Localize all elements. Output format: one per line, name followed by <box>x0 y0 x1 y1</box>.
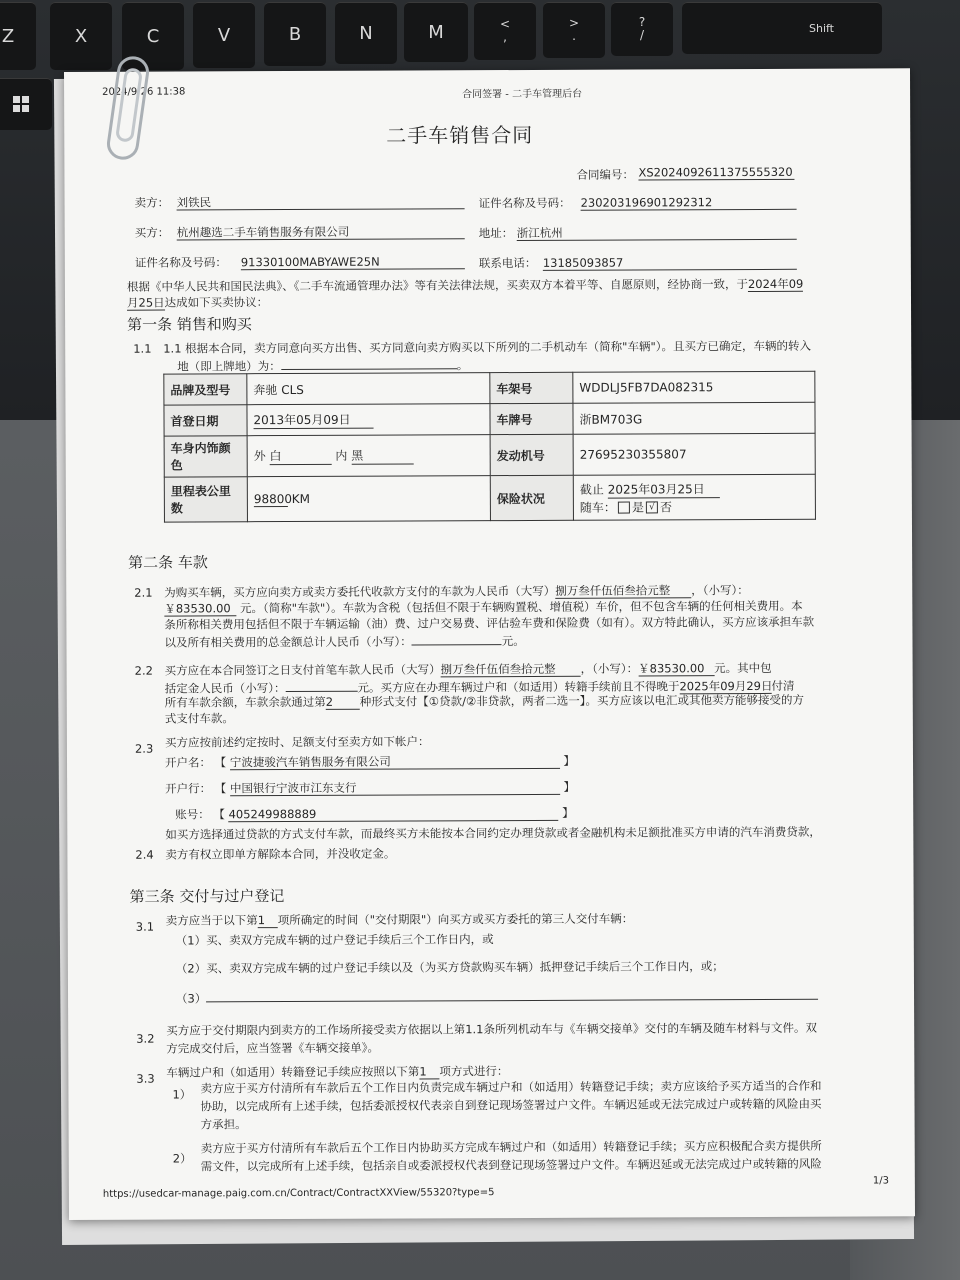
key-label: C <box>146 25 160 47</box>
price-in-figures: ￥83530.00 <box>164 601 236 616</box>
key-period[interactable] <box>543 2 605 58</box>
key-m[interactable] <box>404 2 468 62</box>
clause-number: 1.1 <box>133 341 152 356</box>
clause-text: 种形式支付【①贷款/②非贷款，两者二选一】。买方应该以电汇或其他卖方能够接受的方 <box>359 692 805 709</box>
yes-label: 是 <box>631 499 644 515</box>
reg-date-label: 首登日期 <box>164 405 247 436</box>
first-payment-in-figures: ￥83530.00 <box>638 661 714 676</box>
key-label: B <box>288 23 302 45</box>
clause-2-1-line-1 <box>164 583 749 601</box>
color-label <box>164 436 247 477</box>
clause-number: 3.1 <box>135 919 155 934</box>
vin-value: WDDLJ5FB7DA082315 <box>573 371 815 403</box>
key-label: / <box>639 28 645 42</box>
bracket: 【 <box>214 755 227 770</box>
clause-number: 2.3 <box>134 741 154 756</box>
bank-name: 中国银行宁波市江东支行 <box>230 780 560 796</box>
seller-label: 卖方： <box>134 195 170 210</box>
clause-text: 元。 <box>501 633 525 649</box>
clause-number: 2.4 <box>135 847 154 862</box>
bank-label: 开户行： <box>165 781 212 796</box>
mileage-label-line-1: 里程表公里 <box>170 484 231 499</box>
insurance-label: 保险状况 <box>490 475 573 520</box>
account-number-label: 账号： <box>175 807 210 822</box>
price-in-words: 捌万叁仟伍佰叁拾元整 <box>555 583 691 599</box>
with-car-label: 随车： <box>579 500 616 515</box>
account-number: 405249988889 <box>229 806 559 822</box>
key-v[interactable] <box>193 2 255 68</box>
phone-label: 联系电话： <box>478 255 537 271</box>
key-label: , <box>503 30 507 44</box>
key-label: Shift <box>808 21 834 35</box>
total-amount-blank <box>412 632 502 645</box>
balance-due-date: 2025年09月29日 <box>679 678 773 694</box>
transfer-option: 1 <box>419 1064 439 1079</box>
bracket: 】 <box>563 779 576 794</box>
option-label: （3） <box>176 991 207 1006</box>
clause-text: 付清 <box>771 678 795 693</box>
payment-method: 2 <box>326 695 360 710</box>
clause-text: ，（小写）： <box>691 583 749 598</box>
intro-text <box>127 277 803 295</box>
key-label: N <box>359 22 373 44</box>
plate-value: 浙BM703G <box>573 402 815 434</box>
article-3-title: 第三条 交付与过户登记 <box>129 887 285 906</box>
color-label-line-1: 车身内饰颜 <box>170 441 231 456</box>
clause-text: 车辆过户和（如适用）转籍登记手续应按照以下第 <box>166 1064 420 1080</box>
article-1-title: 第一条 销售和购买 <box>127 315 252 334</box>
clause-2-4-line-2: 卖方有权立即单方解除本合同，并没收定金。 <box>165 846 396 862</box>
transfer-place-label: 地（即上牌地）为： <box>177 359 281 374</box>
delivery-option-1: （1）买、卖双方完成车辆的过户登记手续后三个工作日内，或 <box>175 932 494 948</box>
sub-clause-1-line-1: 卖方应于买方付清所有车款后五个工作日内负责完成车辆过户和（如适用）转籍登记手续；卖方应该给予买方适当的合作和 <box>200 1078 822 1096</box>
clause-number: 2.2 <box>134 663 153 678</box>
key-label: Z <box>1 25 15 47</box>
clause-text: 卖方应当于以下第 <box>165 913 258 928</box>
account-name-row <box>165 754 575 771</box>
reg-date-text: 2013年05月09日 <box>253 411 373 430</box>
clause-2-3-line-1: 买方应按前述约定按时、足额支付至卖方如下帐户： <box>164 734 430 750</box>
key-comma[interactable] <box>474 2 536 60</box>
transfer-place-blank <box>281 356 457 370</box>
table-row <box>164 402 815 436</box>
buyer-name: 杭州趣选二手车销售服务有限公司 <box>177 224 465 240</box>
clause-text: 元。其中包 <box>714 660 772 676</box>
key-z[interactable] <box>0 2 36 70</box>
key-shift-label: > <box>568 16 580 30</box>
clause-2-1-line-4 <box>164 632 524 650</box>
intro-date-year: 2024年09 <box>747 276 804 292</box>
sub-clause-1-line-3: 方承担。 <box>200 1117 247 1132</box>
key-slash[interactable] <box>611 2 673 56</box>
engine-value: 27695230355807 <box>573 433 815 475</box>
clause-text: 为购买车辆，买方应向卖方或卖方委托代收款方支付的车款为人民币（大写） <box>164 583 556 600</box>
intro-line-1: 根据《中华人民共和国民法典》、《二手车流通管理办法》等有关法律法规，买卖双方本着平等、自愿原则，经协商一致，于 <box>126 277 748 294</box>
table-row <box>164 433 815 477</box>
deposit-blank <box>285 679 357 692</box>
print-timestamp: 2024/9/26 11:38 <box>102 86 186 98</box>
brand-label: 品牌及型号 <box>164 374 247 405</box>
intro-text-2 <box>127 295 268 311</box>
key-shift-label: ? <box>638 15 646 29</box>
key-b[interactable] <box>264 2 326 66</box>
interior-color: 黑 <box>351 446 413 464</box>
clause-text: 以及所有相关费用的总金额总计人民币（小写）： <box>164 634 412 650</box>
windows-icon <box>13 96 29 112</box>
clause-2-2-line-1 <box>165 661 772 679</box>
key-windows[interactable] <box>0 78 52 130</box>
plate-label: 车牌号 <box>490 403 573 434</box>
clause-2-1-line-2 <box>164 599 802 617</box>
clause-3-2-line-2: 方完成交付后，应当签署《车辆交接单》。 <box>166 1040 380 1056</box>
clause-number: 2.1 <box>134 585 153 600</box>
clause-text: 项方式进行： <box>439 1064 509 1079</box>
table-row <box>164 371 815 405</box>
checkbox-no[interactable]: √ <box>646 501 658 513</box>
article-2-title: 第二条 车款 <box>128 553 208 572</box>
contract-page <box>64 68 915 1220</box>
interior-label: 内 <box>335 448 348 463</box>
color-label-line-2: 色 <box>170 458 183 473</box>
account-number-row <box>175 806 574 823</box>
clause-2-2-line-4: 式支付车款。 <box>164 711 234 726</box>
checkbox-yes[interactable] <box>618 502 630 514</box>
seller-id-label: 证件名称及号码： <box>478 195 571 211</box>
clause-2-1-line-3: 条所称相关费用包括但不限于车辆运输（油）费、过户交易费、评估验车费和保险费（如有）。双方特此确认，买方应该承担车款 <box>164 614 815 632</box>
sub-clause-number: 2） <box>172 1151 192 1166</box>
clause-1-1-text-2 <box>177 356 468 373</box>
intro-date-day: 月25日 <box>126 295 165 310</box>
clause-text: 项所确定的时间（"交付期限"）向买方或买方委托的第三人交付车辆： <box>277 911 634 928</box>
clause-1-1-text: 1.1 根据本合同，卖方同意向买方出售、买方同意向卖方购买以下所列的二手机动车（简称"车辆"）。且买方已确定，车辆的转入 <box>163 338 812 356</box>
contract-number-label: 合同编号： <box>576 167 634 182</box>
account-name-label: 开户名： <box>164 755 212 770</box>
clause-2-4-line-1: 如买方选择通过贷款的方式支付车款，而最终买方未能按本合同约定办理贷款或者金融机构未足额批准买方申请的汽车消费贷款， <box>165 824 821 842</box>
clause-number: 3.3 <box>136 1071 155 1086</box>
buyer-id: 91330100MABYAWE25N <box>241 254 465 270</box>
mileage-unit: KM <box>291 491 310 506</box>
clause-text: 元。（简称"车款"）。车款为含税（包括但不限于车辆购置税、增值税）车价，但不包含车辆的任何相关费用。本 <box>239 598 803 616</box>
contract-title: 二手车销售合同 <box>386 122 534 148</box>
print-page-title: 合同签署 - 二手车管理后台 <box>462 88 583 101</box>
seller-id: 230203196901292312 <box>581 195 797 211</box>
vin-label: 车架号 <box>490 372 573 403</box>
seller-name: 刘铁民 <box>177 194 465 210</box>
insurance-until-label: 截止 <box>579 482 604 497</box>
period: 。 <box>456 358 469 373</box>
key-shift[interactable] <box>682 2 882 54</box>
reg-date-value <box>247 404 490 436</box>
first-payment-in-words: 捌万叁仟伍佰叁拾元整 <box>441 662 581 678</box>
delivery-option: 1 <box>258 913 278 928</box>
clause-text: 括定金人民币（小写）： <box>164 681 286 696</box>
key-label: . <box>572 29 576 43</box>
clause-3-1-line-1 <box>166 912 634 929</box>
bracket: 【 <box>214 781 227 796</box>
clause-text: 买方应在本合同签订之日支付首笔车款人民币（大写） <box>164 662 441 678</box>
clause-number: 3.2 <box>136 1031 155 1046</box>
sub-clause-2-line-2: 需文件，以完成所有上述手续，包括亲自或委派授权代表到登记现场签署过户文件。车辆迟延或无法完成过户或转籍的风险 <box>200 1156 822 1174</box>
bracket: 】 <box>563 753 576 768</box>
vehicle-info-table <box>163 371 816 523</box>
key-n[interactable] <box>335 2 397 64</box>
mileage-label <box>164 477 247 522</box>
color-value <box>247 435 490 477</box>
brand-value: 奔驰 CLS <box>247 373 490 405</box>
key-label: X <box>74 25 88 47</box>
address-label: 地址： <box>478 226 514 241</box>
intro-line-2: 达成如下买卖协议： <box>164 295 269 310</box>
clause-text: ，（小写）： <box>580 661 639 676</box>
buyer-phone: 13185093857 <box>543 255 797 271</box>
no-label: 否 <box>659 499 672 514</box>
buyer-label: 买方： <box>134 225 170 240</box>
bracket: 】 <box>562 805 574 820</box>
bracket: 【 <box>213 807 225 822</box>
bank-row <box>165 780 575 797</box>
buyer-id-label: 证件名称及号码： <box>134 255 227 270</box>
delivery-option-3 <box>176 987 818 1006</box>
sub-clause-1-line-2: 协助，以完成所有上述手续，包括委派授权代表亲自到登记现场签署过户文件。车辆迟延或无法完成过户或转籍的风险由买 <box>200 1096 822 1114</box>
account-name: 宁波捷骏汽车销售服务有限公司 <box>230 754 560 770</box>
insurance-value <box>573 474 815 520</box>
key-x[interactable] <box>50 2 112 70</box>
sub-clause-2-line-1: 卖方应于买方付清所有车款后五个工作日内协助买方完成车辆过户和（如适用）转籍登记手续；买方应积极配合卖方提供所 <box>200 1138 822 1156</box>
key-shift-label: < <box>499 17 511 31</box>
mileage-label-line-2: 数 <box>170 501 183 516</box>
buyer-address: 浙江杭州 <box>517 225 797 241</box>
clause-text: 所有车款余额，车款余款通过第 <box>164 694 326 710</box>
table-row <box>164 474 815 522</box>
contract-number: XS2024092611375555320 <box>638 164 793 180</box>
insurance-until-date: 2025年03月25日 <box>608 480 720 498</box>
mileage-value <box>247 476 490 522</box>
print-url: https://usedcar-manage.paig.com.cn/Contract/ContractXXView/55320?type=5 <box>102 1187 495 1200</box>
key-label: M <box>428 21 444 43</box>
sub-clause-number: 1） <box>172 1087 192 1102</box>
page-number: 1/3 <box>872 1175 889 1187</box>
option-3-blank <box>206 987 818 1003</box>
exterior-label: 外 <box>253 449 266 464</box>
clause-2-2-line-3 <box>165 693 804 711</box>
exterior-color: 白 <box>269 447 331 465</box>
engine-label: 发动机号 <box>490 434 573 475</box>
key-label: V <box>217 24 231 46</box>
mileage-number: 98800 <box>253 491 293 506</box>
clause-text: 元。买方应在办理车辆过户和（如适用）转籍手续前且不得晚于 <box>357 679 680 695</box>
clause-3-3-line-1 <box>166 1064 508 1080</box>
delivery-option-2: （2）买、卖双方完成车辆的过户登记手续以及（为买方贷款购买车辆）抵押登记手续后三个工作日内，或； <box>175 959 724 976</box>
clause-3-2-line-1: 买方应于交付期限内到卖方的工作场所接受卖方依据以上第1.1条所列机动车与《车辆交接单》交付的车辆及随车材料与文件。双 <box>166 1020 818 1038</box>
